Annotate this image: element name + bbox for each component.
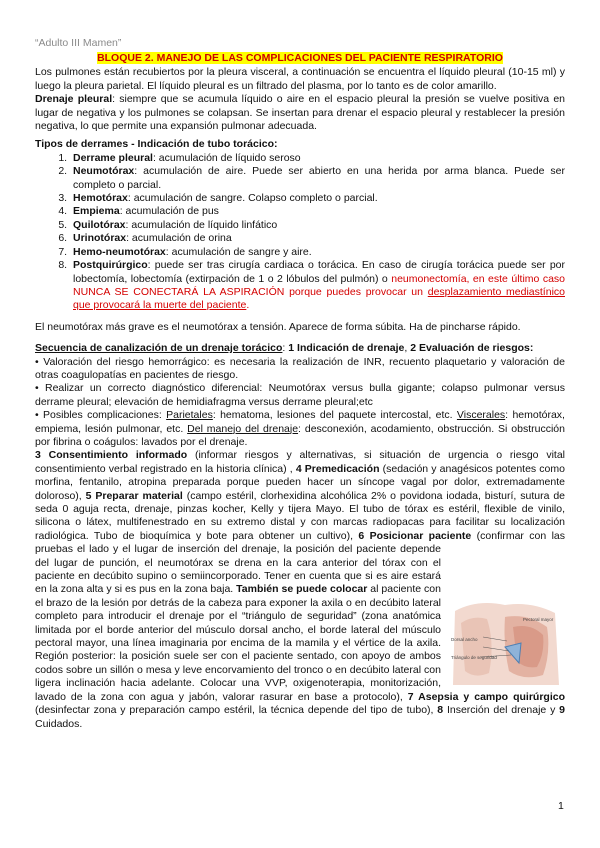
bullet-riesgo-hemorragico: • Valoración del riesgo hemorrágico: es necesaria la realización de INR, recuento plaquetario y valoración de otras coagulopatías en pacientes de riesgo. — [35, 355, 565, 381]
drenaje-paragraph: Drenaje pleural: siempre que se acumula líquido o aire en el espacio pleural la presión se vuelve positiva en lugar de negativa y los pulmones se colapsan. Se insertan para drenar el espacio pleural y restablecer la presión negativa, lo que permite una expansión pulmonar adecuada. — [35, 93, 565, 133]
chest-anatomy-illustration — [447, 597, 565, 689]
bullet-complicaciones: • Posibles complicaciones: Parietales: hematoma, lesiones del paquete intercostal, etc. Viscerales: hemotórax, empiema, lesión pulmonar, etc. Del manejo del drenaje: desconexión, acodamiento, obstrucción. Si obstrucción por fibrina o coágulos: lavados por el drenaje. — [35, 409, 565, 448]
neumotorax-tension-note: El neumotórax más grave es el neumotórax a tensión. Aparece de forma súbita. Ha de pincharse rápido. — [35, 320, 521, 333]
section-title: BLOQUE 2. MANEJO DE LAS COMPLICACIONES DEL PACIENTE RESPIRATORIO — [97, 52, 503, 64]
figure-label: Pectoral mayor — [523, 617, 554, 623]
tipos-list — [35, 152, 565, 313]
bullet-diagnostico-diferencial: • Realizar un correcto diagnóstico diferencial: Neumotórax versus bulla gigante; colapso pulmonar versus derrame pleural; elevación de hemidiafragma versus derrame pleural;etc — [35, 382, 565, 408]
list-item: 2. Neumotórax: acumulación de aire. Puede ser abierto en una herida por arma blanca. Puede ser completo o parcial. — [70, 165, 565, 192]
list-item: 4. Empiema: acumulación de pus — [70, 205, 565, 218]
list-item: 5. Quilotórax: acumulación de líquido linfático — [70, 219, 565, 232]
intro-paragraph: Los pulmones están recubiertos por la pleura visceral, a continuación se encuentra el líquido pleural (10-15 ml) y luego la pleura parietal. El líquido pleural es un filtrado del plasma, por lo tanto es de color amarillo. — [35, 66, 565, 92]
page-content — [35, 52, 565, 731]
tipos-heading: Tipos de derrames - Indicación de tubo torácico: — [35, 138, 278, 151]
figure-label: Dorsal ancho — [451, 637, 478, 643]
list-item-postquirurgico: 8. Postquirúrgico: puede ser tras cirugía cardiaca o torácica. En caso de cirugía torácica puede ser por lobectomía, lobectomía (extirpación de 1 o 2 lóbulos del pulmón) o neumonectomía, en este último caso NUNCA SE CONECTARÁ LA ASPIRACIÓN porque puedes provocar un desplazamiento mediastínico que provocará la muerte del paciente. — [70, 259, 565, 313]
list-item: 3. Hemotórax: acumulación de sangre. Colapso completo o parcial. — [70, 192, 565, 205]
procedure-steps-paragraph: 3 Consentimiento informado (informar riesgos y alternativas, si situación de urgencia o riesgo vital consentimiento verbal registrado en la historia clínica) , 4 Premedicación (sedación y anagésicos potentes como morfina, fentanilo, atropina preparada porque pueden hacer un síncope vagal por dolor, extremadamente doloroso), 5 Preparar material (campo estéril, clorhexidina alcohólica 2% o povidona iodada, bisturí, sutura de seda 0 aguja recta, drenaje, pinzas kocher, Kelly y tijera Mayo. El tubo de tórax es estéril, flexible de vinilo, silicona o látex, multifenestrado en su extremo distal y con marcas radiopacas para facilitar su localización radiológica. Tubo de bioquímica y bote para obtener un cultivo), 6 Posicionar paciente Pectoral mayor Dorsal ancho Triángulo de seguridad (confirmar con las pruebas el lado y el lugar de inserción del drenaje, la posición del paciente depende del lugar de punción, el neumotórax se drena en la cara anterior del tórax con el paciente en decúbito supino o semiincorporado. Tener en cuenta que si es aire estará en la zona alta y si es pus en la zona baja. También se puede colocar al paciente con el brazo de la lesión por detrás de la cabeza para exponer la axila o en decúbito lateral completo para introducir el drenaje por el “triángulo de seguridad” (zona anatómica limitada por el borde anterior del músculo dorsal ancho, el borde lateral del músculo pectoral mayor, una línea imaginaria por encima de la mamila y el vértice de la axila. Región posterior: la posición suele ser con el paciente sentado, con apoyo de ambos codos sobre un sillón o mesa y leve encorvamiento del tronco o en decúbito lateral con ligera inclinación hacia adelante. Colocar una VVP, oxigenoterapia, monitorización, lavado de la zona con agua y jabón, valorar rasurar en base a protocolo), 7 Asepsia y campo quirúrgico (desinfectar zona y preparación campo estéril, la técnica depende del tipo de tubo), 8 Inserción del drenaje y 9 Cuidados. — [35, 449, 566, 730]
list-item: 7. Hemo-neumotórax: acumulación de sangre y aire. — [70, 246, 565, 259]
page-number: 1 — [558, 800, 564, 812]
list-item: 6. Urinotórax: acumulación de orina — [70, 232, 565, 245]
list-item: 1. Derrame pleural: acumulación de líquido seroso — [70, 152, 565, 165]
secuencia-heading: Secuencia de canalización de un drenaje torácico: 1 Indicación de drenaje, 2 Evaluación de riesgos: — [35, 342, 534, 355]
figure-label: Triángulo de seguridad — [451, 655, 497, 661]
running-header: “Adulto III Mamen” — [35, 37, 122, 49]
